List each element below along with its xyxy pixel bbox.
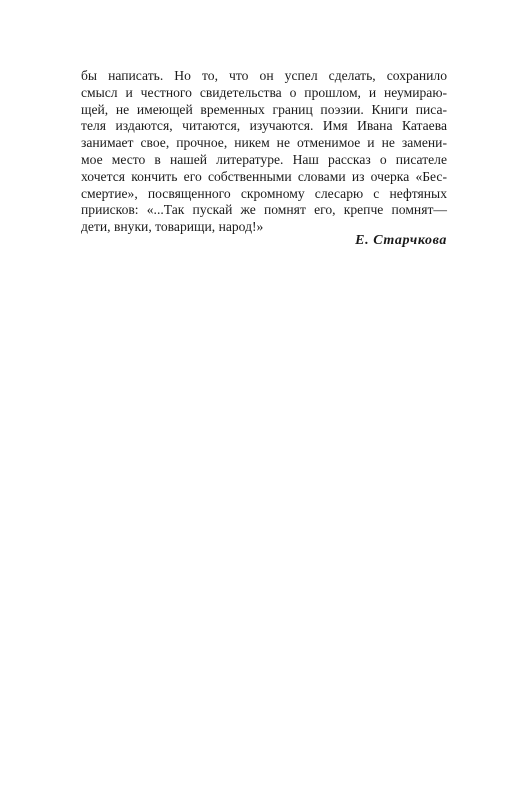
paragraph-line: дети, внуки, товарищи, народ!» [81,219,264,235]
author-signature: Е. Старчкова [355,233,447,248]
paragraph-line: занимает свое, прочное, никем не отменимое и не замени- [81,135,447,151]
paragraph-line: смысл и честного свидетельства о прошлом, и неумираю- [81,84,447,100]
paragraph-line: приисков: «...Так пускай же помнят его, крепче помнят— [81,202,447,218]
body-paragraph [81,68,447,236]
paragraph-line: бы написать. Но то, что он успел сделать, сохранило [81,68,447,83]
paragraph-line: мое место в нашей литературе. Наш рассказ о писателе [81,151,447,167]
paragraph-line: хочется кончить его собственными словами из очерка «Бес- [81,168,447,184]
paragraph-line: щей, не имеющей временных границ поэзии. Книги писа- [81,101,447,117]
paragraph-line: смертие», посвященного скромному слесарю с нефтяных [81,185,447,201]
paragraph-line: теля издаются, читаются, изучаются. Имя Ивана Катаева [81,118,447,134]
